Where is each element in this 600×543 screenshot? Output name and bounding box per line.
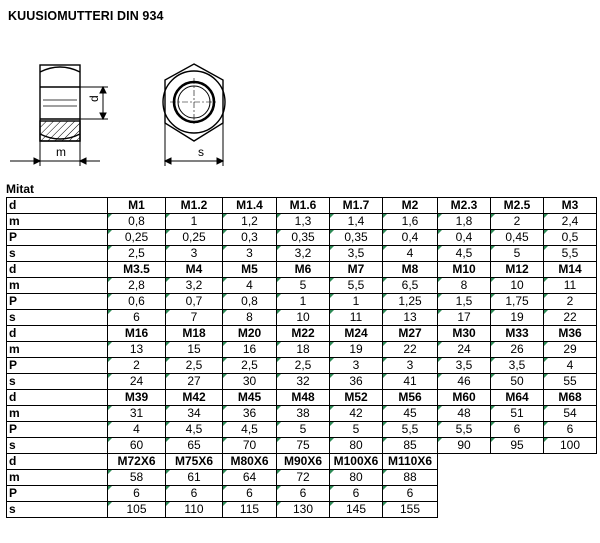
empty-cell [491, 502, 544, 518]
table-row-m [7, 214, 597, 230]
row-label-m: m [7, 214, 108, 230]
section-label: Mitat [6, 182, 34, 196]
row-label-P: P [7, 358, 108, 374]
table-row-d [7, 262, 597, 278]
value-cell-m: 64 [223, 470, 277, 486]
value-cell-m: 2,8 [108, 278, 166, 294]
size-header-cell: M10 [438, 262, 491, 278]
value-cell-s: 75 [277, 438, 330, 454]
row-label-P: P [7, 422, 108, 438]
value-cell-s: 100 [544, 438, 597, 454]
empty-cell [438, 470, 491, 486]
value-cell-m: 19 [330, 342, 383, 358]
value-cell-s: 19 [491, 310, 544, 326]
value-cell-s: 3 [166, 246, 223, 262]
size-header-cell: M33 [491, 326, 544, 342]
size-header-cell: M1.7 [330, 198, 383, 214]
size-header-cell: M110X6 [383, 454, 438, 470]
value-cell-m: 1,3 [277, 214, 330, 230]
value-cell-P: 0,8 [223, 294, 277, 310]
size-header-cell: M3.5 [108, 262, 166, 278]
size-header-cell: M24 [330, 326, 383, 342]
page-title: KUUSIOMUTTERI DIN 934 [8, 9, 164, 23]
table-row-s [7, 502, 597, 518]
value-cell-s: 4 [383, 246, 438, 262]
value-cell-P: 1 [330, 294, 383, 310]
value-cell-s: 4,5 [438, 246, 491, 262]
value-cell-P: 2 [108, 358, 166, 374]
value-cell-s: 5 [491, 246, 544, 262]
value-cell-m: 58 [108, 470, 166, 486]
value-cell-m: 2,4 [544, 214, 597, 230]
size-header-cell: M36 [544, 326, 597, 342]
value-cell-P: 0,35 [277, 230, 330, 246]
value-cell-s: 27 [166, 374, 223, 390]
value-cell-P: 0,5 [544, 230, 597, 246]
value-cell-m: 72 [277, 470, 330, 486]
size-header-cell: M22 [277, 326, 330, 342]
value-cell-m: 1,8 [438, 214, 491, 230]
value-cell-m: 51 [491, 406, 544, 422]
value-cell-s: 5,5 [544, 246, 597, 262]
table-row-m [7, 470, 597, 486]
size-header-cell: M12 [491, 262, 544, 278]
value-cell-s: 95 [491, 438, 544, 454]
row-label-s: s [7, 374, 108, 390]
value-cell-s: 8 [223, 310, 277, 326]
value-cell-P: 5,5 [438, 422, 491, 438]
value-cell-s: 50 [491, 374, 544, 390]
value-cell-P: 0,6 [108, 294, 166, 310]
value-cell-P: 4 [108, 422, 166, 438]
value-cell-s: 130 [277, 502, 330, 518]
value-cell-m: 6,5 [383, 278, 438, 294]
value-cell-m: 24 [438, 342, 491, 358]
value-cell-m: 38 [277, 406, 330, 422]
value-cell-m: 10 [491, 278, 544, 294]
size-header-cell: M48 [277, 390, 330, 406]
value-cell-m: 26 [491, 342, 544, 358]
value-cell-P: 6 [544, 422, 597, 438]
size-header-cell: M100X6 [330, 454, 383, 470]
value-cell-P: 3,5 [438, 358, 491, 374]
table-row-P [7, 294, 597, 310]
value-cell-s: 3,2 [277, 246, 330, 262]
value-cell-P: 2 [544, 294, 597, 310]
nut-technical-drawing [0, 40, 290, 180]
row-label-d: d [7, 198, 108, 214]
value-cell-s: 6 [108, 310, 166, 326]
table-row-s [7, 246, 597, 262]
value-cell-s: 36 [330, 374, 383, 390]
value-cell-m: 31 [108, 406, 166, 422]
value-cell-s: 17 [438, 310, 491, 326]
size-header-cell: M6 [277, 262, 330, 278]
row-label-m: m [7, 406, 108, 422]
nut-side-view [40, 65, 80, 141]
value-cell-m: 29 [544, 342, 597, 358]
value-cell-m: 3,2 [166, 278, 223, 294]
empty-cell [438, 454, 491, 470]
table-row-s [7, 438, 597, 454]
size-header-cell: M4 [166, 262, 223, 278]
value-cell-P: 0,7 [166, 294, 223, 310]
value-cell-s: 7 [166, 310, 223, 326]
value-cell-s: 145 [330, 502, 383, 518]
size-header-cell: M60 [438, 390, 491, 406]
value-cell-m: 48 [438, 406, 491, 422]
value-cell-s: 60 [108, 438, 166, 454]
table-row-P [7, 486, 597, 502]
value-cell-P: 1 [277, 294, 330, 310]
size-header-cell: M3 [544, 198, 597, 214]
table-row-s [7, 310, 597, 326]
value-cell-P: 0,25 [108, 230, 166, 246]
size-header-cell: M39 [108, 390, 166, 406]
size-header-cell: M64 [491, 390, 544, 406]
size-header-cell: M68 [544, 390, 597, 406]
table-row-s [7, 374, 597, 390]
value-cell-P: 0,35 [330, 230, 383, 246]
value-cell-s: 85 [383, 438, 438, 454]
row-label-P: P [7, 230, 108, 246]
size-header-cell: M1.4 [223, 198, 277, 214]
size-header-cell: M7 [330, 262, 383, 278]
value-cell-m: 18 [277, 342, 330, 358]
value-cell-s: 105 [108, 502, 166, 518]
size-header-cell: M14 [544, 262, 597, 278]
table-row-d [7, 390, 597, 406]
table-row-m [7, 342, 597, 358]
size-header-cell: M80X6 [223, 454, 277, 470]
empty-cell [544, 470, 597, 486]
value-cell-s: 24 [108, 374, 166, 390]
row-label-m: m [7, 342, 108, 358]
size-header-cell: M1 [108, 198, 166, 214]
value-cell-m: 0,8 [108, 214, 166, 230]
value-cell-P: 5 [277, 422, 330, 438]
row-label-P: P [7, 294, 108, 310]
value-cell-P: 2,5 [223, 358, 277, 374]
empty-cell [491, 486, 544, 502]
value-cell-P: 3,5 [491, 358, 544, 374]
table-row-d [7, 198, 597, 214]
value-cell-P: 6 [491, 422, 544, 438]
row-label-P: P [7, 486, 108, 502]
row-label-d: d [7, 326, 108, 342]
dimension-table [6, 197, 597, 518]
size-header-cell: M56 [383, 390, 438, 406]
size-header-cell: M42 [166, 390, 223, 406]
value-cell-m: 13 [108, 342, 166, 358]
dimension-m-label: m [56, 145, 66, 159]
row-label-d: d [7, 390, 108, 406]
value-cell-P: 0,4 [438, 230, 491, 246]
value-cell-m: 16 [223, 342, 277, 358]
value-cell-s: 115 [223, 502, 277, 518]
value-cell-P: 6 [277, 486, 330, 502]
size-header-cell: M5 [223, 262, 277, 278]
size-header-cell: M27 [383, 326, 438, 342]
table-row-P [7, 422, 597, 438]
value-cell-s: 80 [330, 438, 383, 454]
empty-cell [438, 486, 491, 502]
value-cell-P: 3 [330, 358, 383, 374]
table-row-d [7, 454, 597, 470]
value-cell-m: 8 [438, 278, 491, 294]
table-row-P [7, 358, 597, 374]
dimension-d-label: d [87, 95, 101, 102]
value-cell-m: 42 [330, 406, 383, 422]
value-cell-s: 11 [330, 310, 383, 326]
value-cell-P: 6 [383, 486, 438, 502]
empty-cell [438, 502, 491, 518]
value-cell-s: 10 [277, 310, 330, 326]
size-header-cell: M2 [383, 198, 438, 214]
value-cell-P: 6 [223, 486, 277, 502]
dimension-s-label: s [198, 145, 204, 159]
empty-cell [544, 454, 597, 470]
row-label-s: s [7, 438, 108, 454]
value-cell-s: 2,5 [108, 246, 166, 262]
row-label-s: s [7, 246, 108, 262]
size-header-cell: M45 [223, 390, 277, 406]
value-cell-s: 41 [383, 374, 438, 390]
table-row-P [7, 230, 597, 246]
value-cell-P: 4,5 [166, 422, 223, 438]
size-header-cell: M16 [108, 326, 166, 342]
value-cell-s: 13 [383, 310, 438, 326]
row-label-m: m [7, 470, 108, 486]
value-cell-s: 46 [438, 374, 491, 390]
value-cell-s: 90 [438, 438, 491, 454]
table-row-m [7, 278, 597, 294]
value-cell-m: 88 [383, 470, 438, 486]
row-label-s: s [7, 310, 108, 326]
value-cell-P: 6 [166, 486, 223, 502]
value-cell-P: 2,5 [277, 358, 330, 374]
size-header-cell: M18 [166, 326, 223, 342]
dimension-m [10, 141, 100, 166]
value-cell-m: 1,4 [330, 214, 383, 230]
value-cell-P: 1,25 [383, 294, 438, 310]
value-cell-s: 155 [383, 502, 438, 518]
dimension-s [165, 123, 223, 166]
value-cell-P: 1,75 [491, 294, 544, 310]
value-cell-m: 1,2 [223, 214, 277, 230]
value-cell-P: 0,25 [166, 230, 223, 246]
value-cell-m: 54 [544, 406, 597, 422]
value-cell-m: 5,5 [330, 278, 383, 294]
value-cell-s: 110 [166, 502, 223, 518]
value-cell-P: 6 [108, 486, 166, 502]
value-cell-m: 2 [491, 214, 544, 230]
value-cell-m: 1,6 [383, 214, 438, 230]
row-label-d: d [7, 454, 108, 470]
value-cell-m: 4 [223, 278, 277, 294]
value-cell-m: 15 [166, 342, 223, 358]
value-cell-m: 36 [223, 406, 277, 422]
value-cell-m: 80 [330, 470, 383, 486]
value-cell-s: 3 [223, 246, 277, 262]
value-cell-P: 1,5 [438, 294, 491, 310]
row-label-m: m [7, 278, 108, 294]
value-cell-m: 1 [166, 214, 223, 230]
value-cell-P: 4,5 [223, 422, 277, 438]
size-header-cell: M72X6 [108, 454, 166, 470]
value-cell-P: 3 [383, 358, 438, 374]
value-cell-s: 70 [223, 438, 277, 454]
size-header-cell: M52 [330, 390, 383, 406]
empty-cell [491, 454, 544, 470]
value-cell-m: 5 [277, 278, 330, 294]
table-row-d [7, 326, 597, 342]
size-header-cell: M90X6 [277, 454, 330, 470]
value-cell-P: 4 [544, 358, 597, 374]
table-row-m [7, 406, 597, 422]
value-cell-P: 6 [330, 486, 383, 502]
size-header-cell: M1.2 [166, 198, 223, 214]
empty-cell [544, 486, 597, 502]
size-header-cell: M20 [223, 326, 277, 342]
size-header-cell: M75X6 [166, 454, 223, 470]
value-cell-P: 5 [330, 422, 383, 438]
size-header-cell: M2.5 [491, 198, 544, 214]
value-cell-s: 22 [544, 310, 597, 326]
dimension-d [80, 87, 108, 119]
size-header-cell: M30 [438, 326, 491, 342]
value-cell-s: 55 [544, 374, 597, 390]
value-cell-P: 0,45 [491, 230, 544, 246]
size-header-cell: M2.3 [438, 198, 491, 214]
value-cell-s: 32 [277, 374, 330, 390]
value-cell-m: 34 [166, 406, 223, 422]
row-label-s: s [7, 502, 108, 518]
value-cell-P: 0,3 [223, 230, 277, 246]
value-cell-P: 0,4 [383, 230, 438, 246]
size-header-cell: M8 [383, 262, 438, 278]
value-cell-s: 30 [223, 374, 277, 390]
size-header-cell: M1.6 [277, 198, 330, 214]
nut-front-view [163, 64, 225, 141]
value-cell-m: 22 [383, 342, 438, 358]
value-cell-s: 65 [166, 438, 223, 454]
value-cell-m: 45 [383, 406, 438, 422]
value-cell-s: 3,5 [330, 246, 383, 262]
value-cell-m: 61 [166, 470, 223, 486]
value-cell-P: 2,5 [166, 358, 223, 374]
row-label-d: d [7, 262, 108, 278]
value-cell-m: 11 [544, 278, 597, 294]
value-cell-P: 5,5 [383, 422, 438, 438]
empty-cell [491, 470, 544, 486]
empty-cell [544, 502, 597, 518]
